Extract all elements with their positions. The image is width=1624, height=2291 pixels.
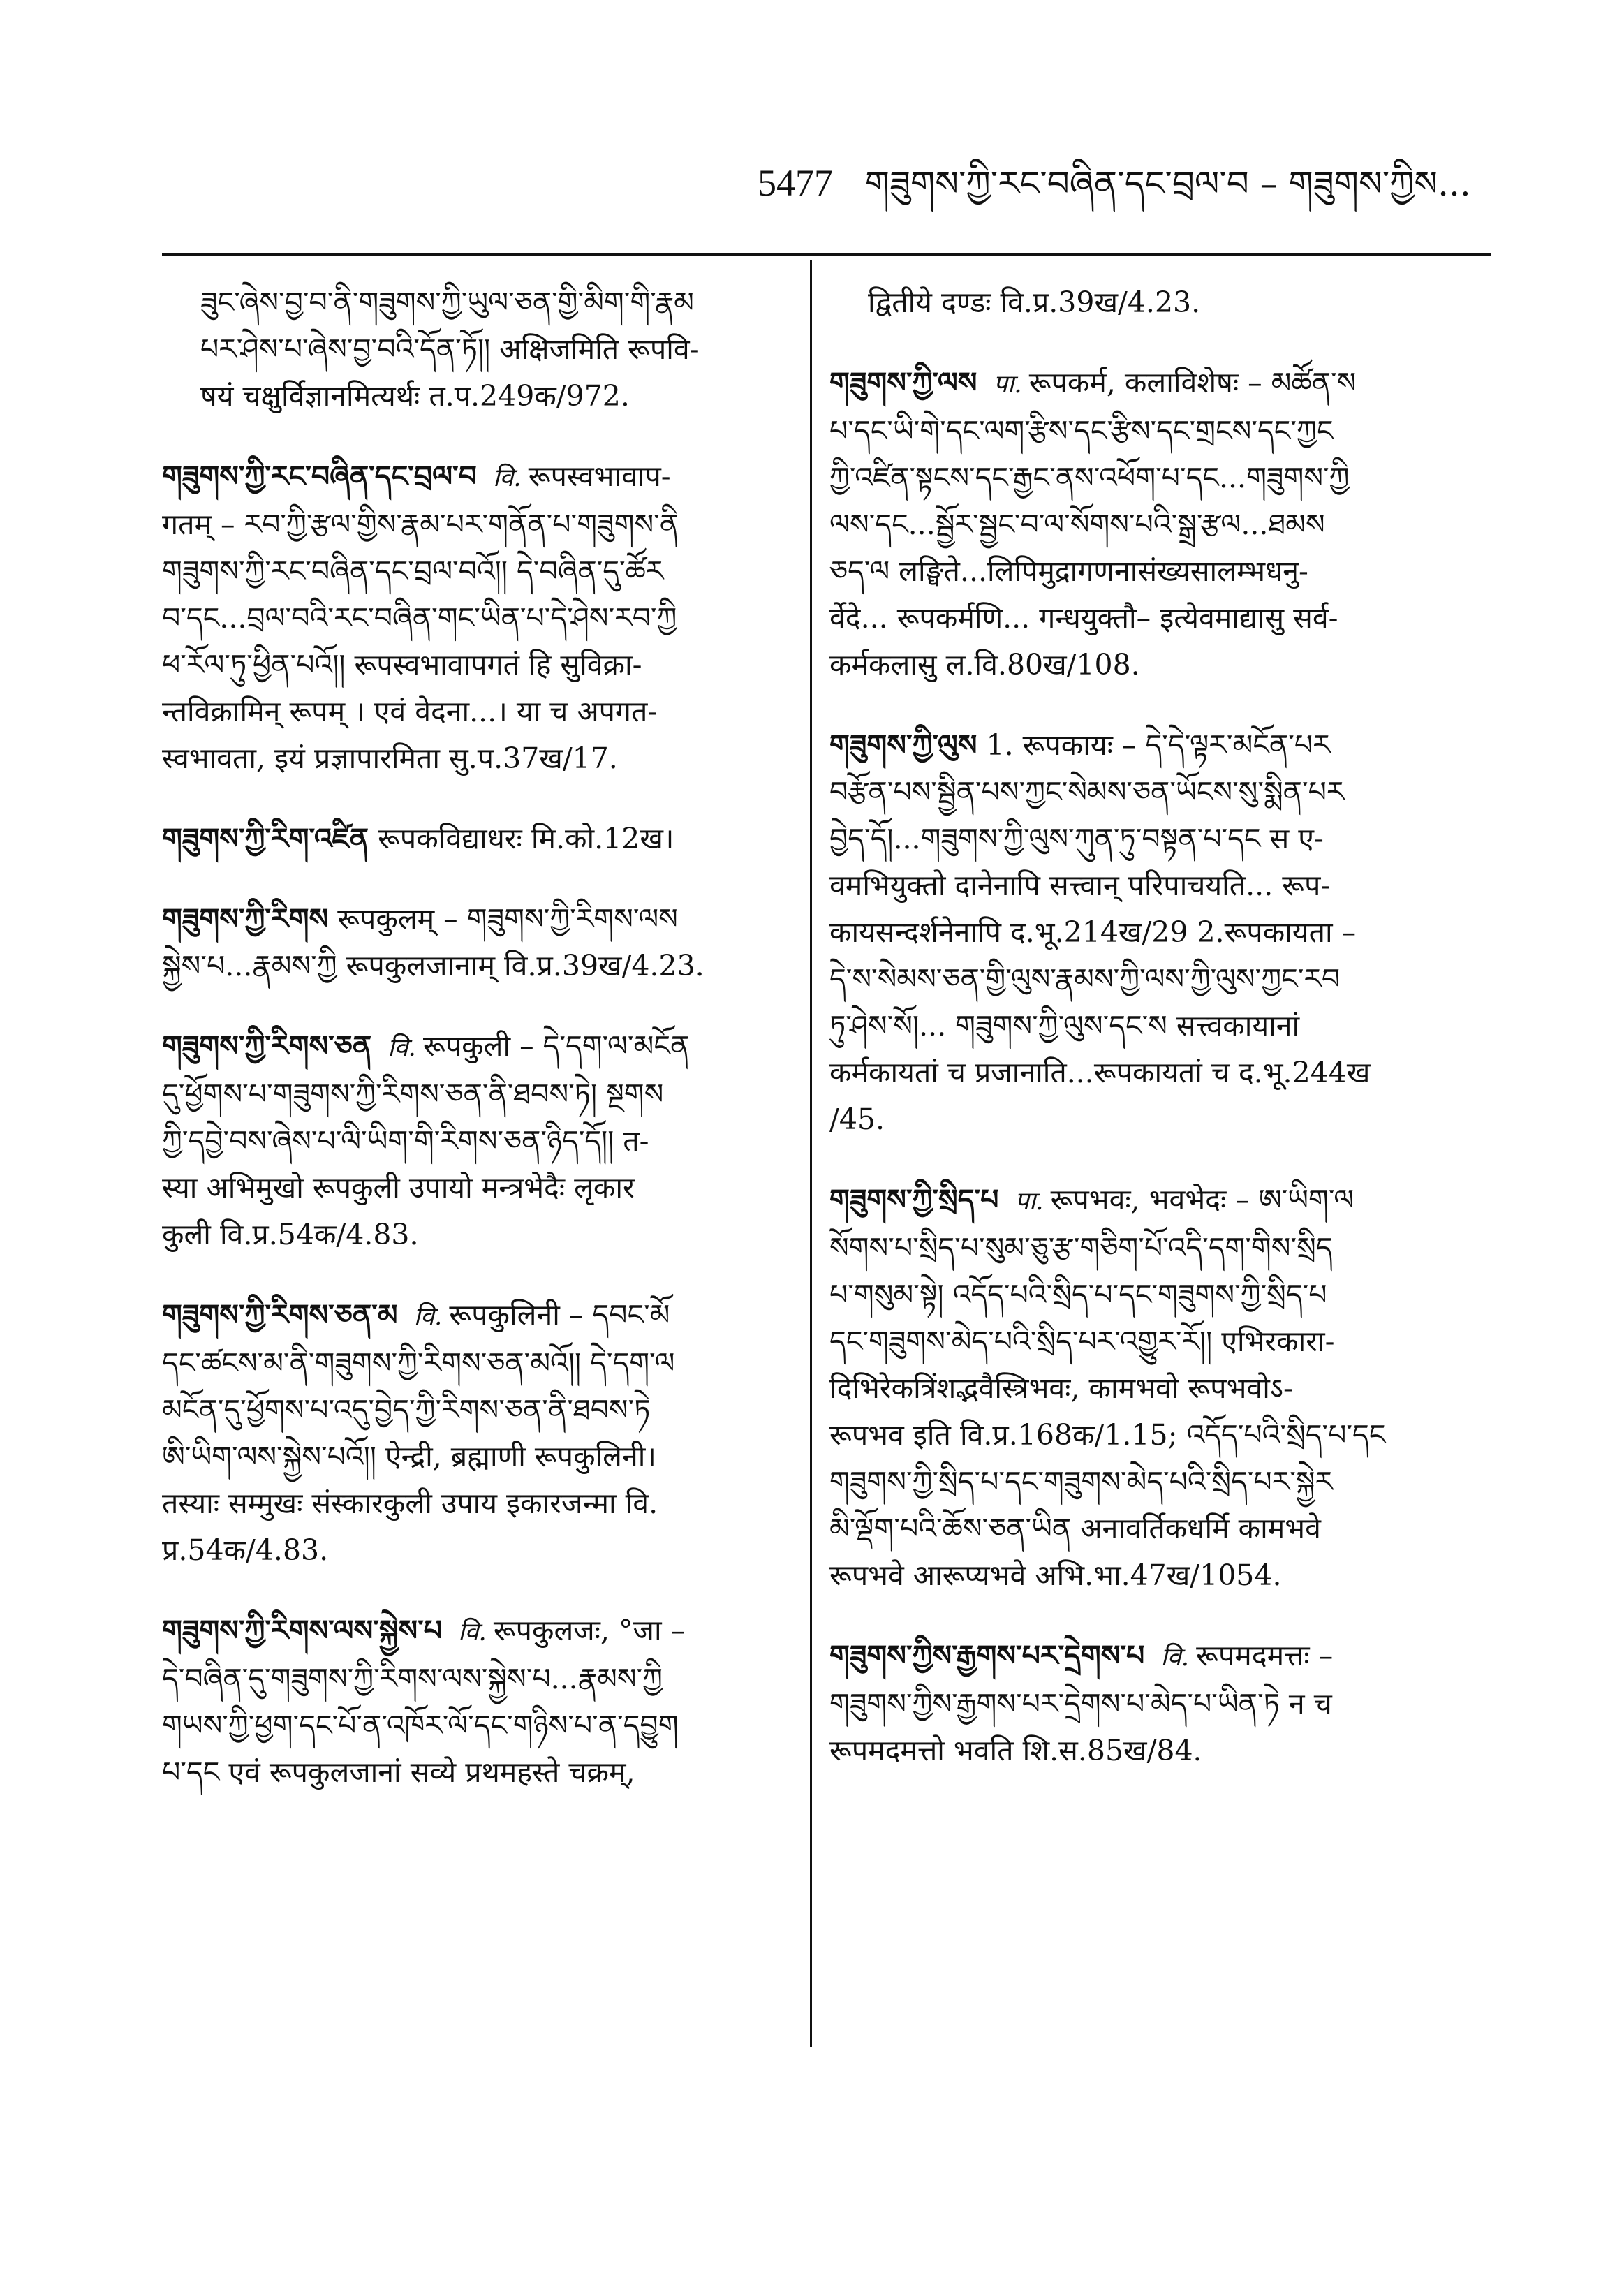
entry-line: མངོན་དུ་ཕྱོགས་པ་འདུ་བྱེད་ཀྱི་རིགས་ཅན་ནི་ཐབས་ཏེ bbox=[162, 1393, 651, 1427]
dictionary-entry bbox=[162, 816, 790, 862]
entry-lemma: གཟུགས་ཀྱི་རིགས་ཅན bbox=[162, 1029, 372, 1063]
entry-line: གཟུགས་ཀྱི་རང་བཞིན་དང་བྲལ་བའོ།། དེ་བཞིན་དུ་ཚོར bbox=[162, 554, 664, 588]
entry-line: न्तविक्रामिन् रूपम् । एवं वेदना...। या च अपगत- bbox=[162, 695, 658, 728]
entry-line: པ་གསུམ་སྟེ། འདོད་པའི་སྲིད་པ་དང་གཟུགས་ཀྱི་སྲིད་པ bbox=[829, 1278, 1327, 1311]
entry-line: रूपकुलम् – གཟུགས་ཀྱི་རིགས་ལས bbox=[337, 902, 678, 936]
entry-lemma: གཟུགས་ཀྱི་སྲིད་པ bbox=[829, 1183, 999, 1216]
entry-line: रूपकुली – དེ་དག་ལ་མངོན bbox=[423, 1029, 690, 1063]
header-range: གཟུགས་ཀྱི་རང་བཞིན་དང་བྲལ་བ – གཟུགས་ཀྱིས... bbox=[864, 163, 1471, 204]
entry-line: /45. bbox=[829, 1103, 885, 1136]
dictionary-entry bbox=[162, 896, 790, 989]
entry-line: रूपमदमत्तः – bbox=[1196, 1639, 1334, 1672]
entry-line: कायसन्दर्शनेनापि द.भू.214ख/29 2.रूपकायता – bbox=[829, 915, 1357, 949]
dictionary-entry bbox=[162, 1607, 790, 1796]
dictionary-entry bbox=[162, 453, 790, 782]
entry-line: रूपकविद्याधरः मि.को.12ख। bbox=[378, 822, 674, 855]
dictionary-entry bbox=[162, 1023, 790, 1258]
entry-line: रूपभवः, भवभेदः – ཨ་ཡིག་ལ bbox=[1050, 1183, 1354, 1216]
entry-line: वमभियुक्तो दानेनापि सत्त्वान् परिपाचयति... रूप- bbox=[829, 869, 1331, 902]
entry-line: रूपकुलिनी – དབང་མོ bbox=[449, 1298, 670, 1332]
entry-line: པར་ཤེས་པ་ཞེས་བྱ་བའི་དོན་ཏོ།། अक्षिजमिति रूपवि- bbox=[200, 332, 700, 366]
grammar-tag: पा. bbox=[993, 370, 1022, 399]
entry-line: तस्याः सम्मुखः संस्कारकुली उपाय इकारजन्मा वि. bbox=[162, 1487, 658, 1520]
entry-line: प्र.54क/4.83. bbox=[162, 1533, 329, 1567]
entry-line: ལས་དང...སྦྱོར་སྦྱང་བ་ལ་སོགས་པའི་སྒྲ་རྩལ...ཐམས bbox=[829, 508, 1325, 541]
entry-line: रूपकर्म, कलाविशेषः – མཚོན་ས bbox=[1028, 366, 1357, 399]
grammar-tag: वि. bbox=[413, 1302, 443, 1331]
dictionary-entry bbox=[829, 1633, 1493, 1774]
entry-line: དང་གཟུགས་མེད་པའི་སྲིད་པར་འགྱུར་རོ།། एभिरकारा- bbox=[829, 1325, 1335, 1358]
entry-line: कर्मकायतां च प्रजानाति...रूपकायतां च द.भू.244ख bbox=[829, 1056, 1371, 1089]
entry-line: ཨི་ཡིག་ལས་སྐྱེས་པའོ།། ऐन्द्री, ब्रह्माणी रूपकुलिनी। bbox=[162, 1440, 656, 1473]
entry-line: दिभिरेकत्रिंशद्भवैस्त्रिभवः, कामभवो रूपभवोऽ- bbox=[829, 1371, 1293, 1405]
entry-line: བ་དང...བྲལ་བའི་རང་བཞིན་གང་ཡིན་པ་དེ་ཤེས་རབ་ཀྱི bbox=[162, 601, 677, 635]
entry-line: སྐྱེས་པ...རྣམས་ཀྱི रूपकुलजानाम् वि.प्र.39ख/4.23. bbox=[162, 949, 704, 982]
entry-line: དེ་བཞིན་དུ་གཟུགས་ཀྱི་རིགས་ལས་སྐྱེས་པ...རྣམས་ཀྱི bbox=[162, 1662, 663, 1695]
entry-line: ཟུང་ཞེས་བྱ་བ་ནི་གཟུགས་ཀྱི་ཡུལ་ཅན་གྱི་མིག་གི་རྣམ bbox=[200, 286, 694, 319]
entry-line: ཕ་རོལ་ཏུ་ཕྱིན་པའོ།། रूपस्वभावापगतं हि सुविक्रा- bbox=[162, 648, 642, 682]
grammar-tag: वि. bbox=[1160, 1643, 1190, 1672]
entry-line: कुली वि.प्र.54क/4.83. bbox=[162, 1218, 419, 1251]
entry-line: 1. रूपकायः – དེ་དེ་ལྟར་མངོན་པར bbox=[986, 728, 1331, 762]
entry-line: གཡས་ཀྱི་ཕྱག་དང་པོ་ན་འཁོར་ལོ་དང་གཉིས་པ་ན་དབྱུག bbox=[162, 1709, 679, 1742]
running-header bbox=[758, 145, 1491, 208]
entry-lemma: གཟུགས་ཀྱི་རིགས་ཅན་མ bbox=[162, 1298, 398, 1332]
entry-line: रूपभव इति वि.प्र.168क/1.15; འདོད་པའི་སྲིད་པ་དང bbox=[829, 1418, 1386, 1452]
entry-line: གཟུགས་ཀྱིས་རྒྱགས་པར་དྲེགས་པ་མེད་པ་ཡིན་ཏེ न च bbox=[829, 1687, 1332, 1721]
entry-lemma: གཟུགས་ཀྱིས་རྒྱགས་པར་དྲེགས་པ bbox=[829, 1639, 1145, 1672]
right-column bbox=[829, 279, 1493, 1808]
entry-line: ཅད་ལ लङ्घिते...लिपिमुद्रागणनासंख्यसालम्भधनु- bbox=[829, 554, 1308, 588]
entry-line: ཏུ་ཤེས་སོ།... གཟུགས་ཀྱི་ལུས་དང་ས सत्त्वकायानां bbox=[829, 1009, 1300, 1043]
entry-line: षयं चक्षुर्विज्ञानमित्यर्थः त.प.249क/972. bbox=[200, 379, 630, 413]
grammar-tag: वि. bbox=[458, 1618, 487, 1647]
entry-lemma: གཟུགས་ཀྱི་རང་བཞིན་དང་བྲལ་བ bbox=[162, 459, 477, 493]
entry-line: བྱེད་དོ།...གཟུགས་ཀྱི་ལུས་ཀུན་ཏུ་བསྟན་པ་དང स ए- bbox=[829, 822, 1324, 855]
entry-line: པ་དང एवं रूपकुलजानां सव्ये प्रथमहस्ते चक्रम्, bbox=[162, 1755, 635, 1789]
entry-line: པ་དང་ཡི་གེ་དང་ལག་རྩིས་དང་རྩིས་དང་གྲངས་དང་ཀྱང bbox=[829, 414, 1334, 448]
entry-line: रूपस्वभावाप- bbox=[528, 459, 671, 493]
entry-line: स्या अभिमुखो रूपकुली उपायो मन्त्रभेदैः लृकार bbox=[162, 1171, 635, 1205]
entry-line: रूपभवे आरूप्यभवे अभि.भा.47ख/1054. bbox=[829, 1559, 1282, 1592]
entry-line: ཀྱི་འཛིན་སྟངས་དང་རྒྱང་ནས་འཕོག་པ་དང...གཟུགས་ཀྱི bbox=[829, 461, 1350, 494]
entry-line: མི་ལྡོག་པའི་ཆོས་ཅན་ཡིན अनावर्तिकधर्मि कामभवे bbox=[829, 1512, 1321, 1545]
dictionary-entry bbox=[829, 722, 1493, 1143]
column-divider bbox=[810, 260, 812, 2047]
entry-line: ཀྱི་དབྱེ་བས་ཞེས་པ་ལི་ཡིག་གི་རིགས་ཅན་ཉིད་དོ།། त- bbox=[162, 1124, 649, 1158]
grammar-tag: वि. bbox=[387, 1033, 417, 1062]
dictionary-entry bbox=[829, 279, 1493, 326]
entry-lemma: གཟུགས་ཀྱི་ལུས bbox=[829, 728, 977, 762]
header-rule bbox=[162, 253, 1491, 256]
entry-line: गतम् – རབ་ཀྱི་རྩལ་གྱིས་རྣམ་པར་གནོན་པ་གཟུགས་ནི bbox=[162, 508, 679, 541]
entry-line: དེ་ས་སེམས་ཅན་གྱི་ལུས་རྣམས་ཀྱི་ལས་ཀྱི་ལུས་ཀྱང་རབ bbox=[829, 962, 1341, 996]
page-number: 5477 bbox=[758, 162, 833, 204]
entry-line: གཟུགས་ཀྱི་སྲིད་པ་དང་གཟུགས་མེད་པའི་སྲིད་པར་སྐྱེར bbox=[829, 1465, 1334, 1498]
entry-line: དུ་ཕྱོགས་པ་གཟུགས་ཀྱི་རིགས་ཅན་ནི་ཐབས་ཏེ། སྔགས bbox=[162, 1077, 664, 1111]
entry-line: रूपमदमत्तो भवति शि.स.85ख/84. bbox=[829, 1734, 1202, 1767]
entry-line: र्वेदे... रूपकर्मणि... गन्धयुक्तौ– इत्येवमाद्यासु सर्व- bbox=[829, 601, 1338, 635]
entry-line: द्वितीये दण्डः वि.प्र.39ख/4.23. bbox=[868, 286, 1201, 319]
entry-line: བརྩོན་པས་སྦྱིན་པས་ཀྱང་སེམས་ཅན་ཡོངས་སུ་སྨིན་པར bbox=[829, 775, 1345, 809]
entry-line: དང་ཚངས་མ་ནི་གཟུགས་ཀྱི་རིགས་ཅན་མའོ།། དེ་དག་ལ bbox=[162, 1346, 675, 1380]
entry-lemma: གཟུགས་ཀྱི་ལས bbox=[829, 366, 977, 399]
dictionary-entry bbox=[829, 1177, 1493, 1599]
entry-line: रूपकुलजः, °जा – bbox=[493, 1614, 686, 1647]
entry-line: སོགས་པ་སྲིད་པ་སུམ་ཅུ་རྩ་གཅིག་པོ་འདི་དག་གིས་སྲིད bbox=[829, 1231, 1333, 1265]
dictionary-entry bbox=[162, 279, 790, 420]
entry-line: स्वभावता, इयं प्रज्ञापारमिता सु.प.37ख/17. bbox=[162, 742, 618, 775]
dictionary-entry bbox=[829, 360, 1493, 688]
entry-lemma: གཟུགས་ཀྱི་རིགས་ལས་སྐྱེས་པ bbox=[162, 1614, 442, 1647]
left-column bbox=[162, 279, 790, 1829]
entry-line: कर्मकलासु ल.वि.80ख/108. bbox=[829, 648, 1140, 682]
dictionary-entry bbox=[162, 1292, 790, 1574]
entry-lemma: གཟུགས་ཀྱི་རིག་འཛིན bbox=[162, 822, 369, 855]
grammar-tag: पा. bbox=[1014, 1187, 1044, 1216]
entry-lemma: གཟུགས་ཀྱི་རིགས bbox=[162, 902, 329, 936]
grammar-tag: वि. bbox=[492, 464, 522, 492]
